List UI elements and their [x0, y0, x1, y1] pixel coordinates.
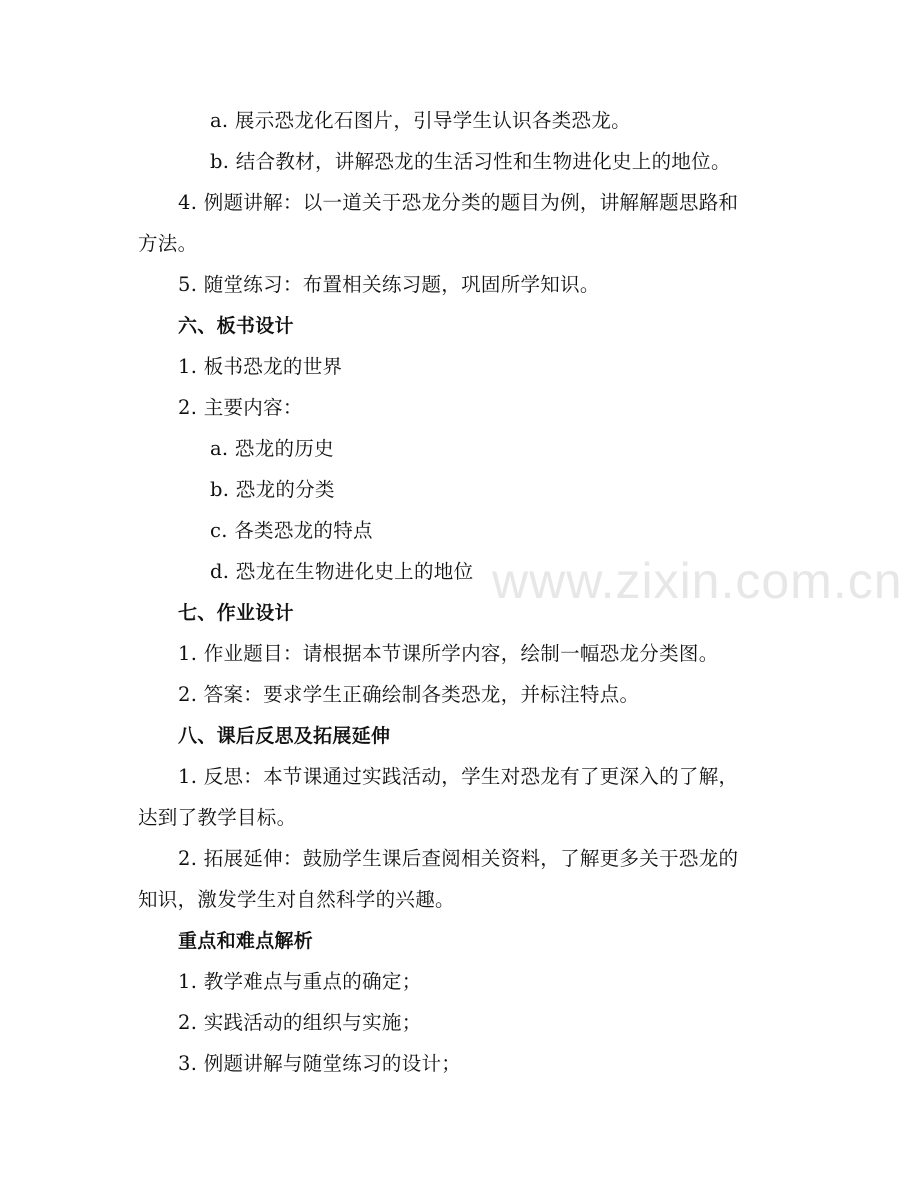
section-heading: 重点和难点解析: [178, 930, 314, 952]
doc-line: b. 恐龙的分类: [210, 478, 335, 501]
doc-line: 2. 答案：要求学生正确绘制各类恐龙，并标注特点。: [178, 683, 640, 706]
doc-line: 1. 教学难点与重点的确定；: [178, 970, 422, 993]
doc-line: 知识，激发学生对自然科学的兴趣。: [138, 888, 455, 911]
doc-line: b. 结合教材，讲解恐龙的生活习性和生物进化史上的地位。: [210, 150, 731, 173]
doc-line: 达到了教学目标。: [138, 806, 297, 829]
doc-line: d. 恐龙在生物进化史上的地位: [210, 560, 474, 583]
doc-line: 2. 主要内容：: [178, 396, 303, 419]
doc-line: a. 展示恐龙化石图片，引导学生认识各类恐龙。: [210, 109, 631, 132]
doc-line: 方法。: [138, 232, 198, 255]
doc-line: 1. 作业题目：请根据本节课所学内容，绘制一幅恐龙分类图。: [178, 642, 719, 665]
doc-line: 1. 反思：本节课通过实践活动，学生对恐龙有了更深入的了解，: [178, 765, 739, 788]
doc-line: 2. 拓展延伸：鼓励学生课后查阅相关资料，了解更多关于恐龙的: [178, 847, 739, 870]
doc-line: 2. 实践活动的组织与实施；: [178, 1011, 422, 1034]
doc-line: 3. 例题讲解与随堂练习的设计；: [178, 1052, 462, 1075]
doc-line: 4. 例题讲解：以一道关于恐龙分类的题目为例，讲解解题思路和: [178, 191, 739, 214]
doc-line: 5. 随堂练习：布置相关练习题，巩固所学知识。: [178, 273, 600, 296]
section-heading: 七、作业设计: [178, 602, 294, 624]
doc-line: 1. 板书恐龙的世界: [178, 355, 343, 378]
doc-line: a. 恐龙的历史: [210, 437, 334, 460]
section-heading: 六、板书设计: [178, 315, 294, 337]
section-heading: 八、课后反思及拓展延伸: [178, 725, 391, 747]
doc-line: c. 各类恐龙的特点: [210, 519, 373, 542]
watermark-text: www.zixin.com.cn: [492, 553, 903, 609]
